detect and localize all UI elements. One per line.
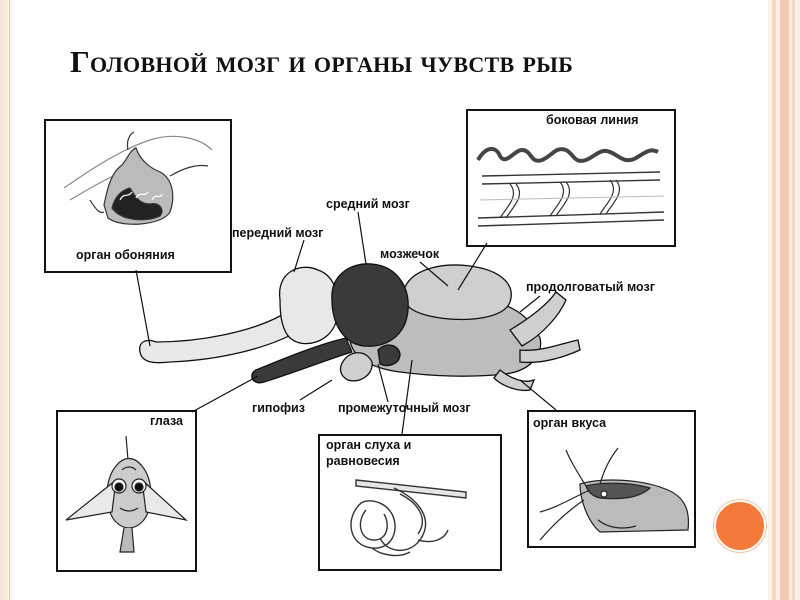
smell-organ-label: орган обоняния [76, 248, 175, 262]
hearing-organ-label-line2: равновесия [326, 454, 400, 468]
fish-brain-drawing [140, 264, 580, 391]
smell-organ-sketch [64, 132, 212, 224]
fish-front-sketch [66, 436, 186, 552]
midbrain-label: средний мозг [326, 197, 410, 211]
inner-ear-sketch [351, 480, 466, 555]
cerebellum-label: мозжечок [380, 247, 440, 261]
pituitary-label: гипофиз [252, 401, 305, 415]
taste-organ-label: орган вкуса [533, 416, 607, 430]
eyes-label: глаза [150, 414, 183, 428]
medulla-label: продолговатый мозг [526, 280, 655, 294]
lateral-line-sketch [478, 149, 664, 226]
forebrain-label: передний мозг [232, 226, 324, 240]
hearing-organ-label-line1: орган слуха и [326, 438, 412, 452]
lateral-line-label: боковая линия [546, 113, 639, 127]
catfish-head-sketch [540, 448, 688, 540]
slide-title: Головной мозг и органы чувств рыб [70, 44, 574, 79]
diencephalon-label: промежуточный мозг [338, 401, 471, 415]
